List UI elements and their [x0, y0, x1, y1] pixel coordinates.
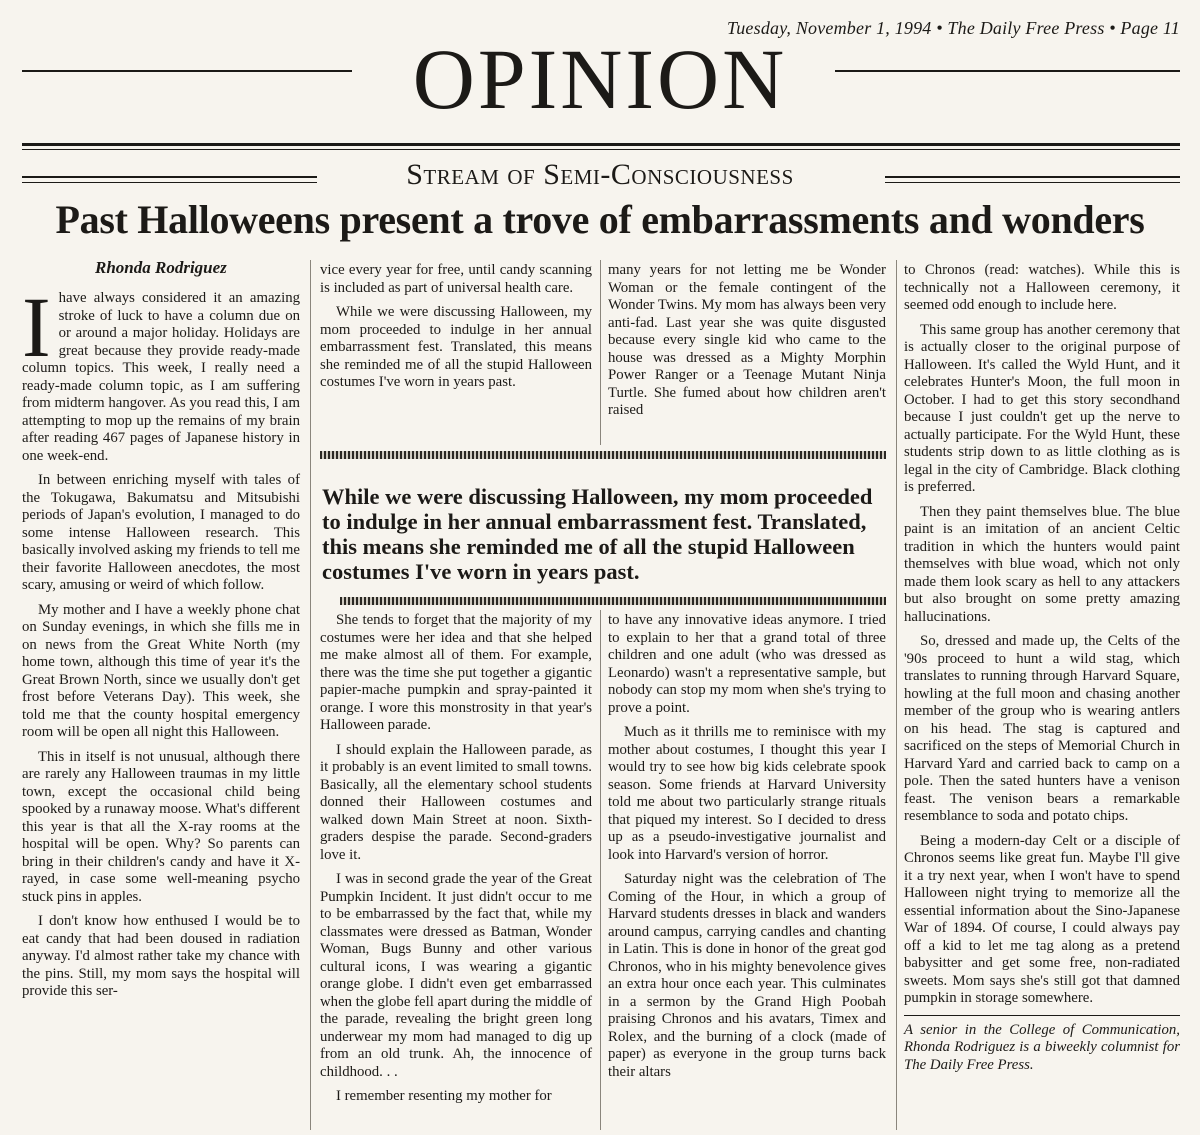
paragraph: I don't know how enthused I would be to eat candy that had been doused in radiation anyway. I'd almost rather take my chance with the pins. Still, my mom says the hospital will provide this ser- — [22, 913, 300, 999]
column-3-top — [608, 262, 886, 427]
header-double-rule-top — [22, 143, 1180, 146]
column-1 — [22, 279, 300, 1008]
paragraph: I was in second grade the year of the Great Pumpkin Incident. It just didn't occur to me to be embarrassed by the fact that, while my classmates were dressed as Batman, Wonder Woman, Bugs Bunny and other various cultural icons, I was wearing a gigantic orange globe. I didn't even get embarrassed when the globe fell apart during the middle of the parade, revealing the bright green long underwear my mom had managed to dig up from an old trunk. Ah, the innocence of childhood. . . — [320, 871, 593, 1080]
pullquote-rule-bottom — [340, 597, 886, 605]
paragraph: My mother and I have a weekly phone chat on Sunday evenings, in which she fills me in on news from the Great White North (my home town, although this time of year it's the Great Brown North, since we usually don't get frost before Veterans Day). This week, she told me that the county hospital emergency room will be open all night this Halloween. — [22, 601, 300, 740]
paragraph: In between enriching myself with tales of the Tokugawa, Bakumatsu and Mitsubishi periods of Japan's evolution, I managed to do some intense Halloween research. This basically involved asking my friends to tell me their favorite Halloween anecdotes, the most scary, amusing or weird of which follow. — [22, 472, 300, 593]
dateline: Tuesday, November 1, 1994 • The Daily Free Press • Page 11 — [727, 18, 1180, 38]
pull-quote: While we were discussing Halloween, my mom proceeded to indulge in her annual embarrassment fest. Translated, this means she reminded me of all the stupid Halloween costumes I've worn in years past. — [322, 484, 873, 584]
column-rule-1 — [310, 260, 311, 1130]
paragraph: I remember resenting my mother for — [336, 1088, 552, 1104]
section-rule-right — [885, 176, 1180, 178]
column-rule-2-top — [600, 260, 601, 445]
column-2-top — [320, 262, 592, 399]
paragraph: to have any innovative ideas anymore. I tried to explain to her that a grand total of three children and one adult (who was dressed as Leonardo) wasn't a representative sample, but nobody can stop my mom when she's trying to prove a point. — [608, 612, 886, 716]
paragraph: So, dressed and made up, the Celts of the '90s proceed to hunt a wild stag, which translates to running through Harvard Square, howling at the full moon and chasing another member of the group who is wearing antlers on his head. The stag is captured and sacrificed on the steps of Memorial Church in Harvard Yard and carried back to camp on a pole. Then the sated hunters have a venison feast. The venison bears a remarkable resemblance to soda and potato chips. — [904, 633, 1180, 824]
paragraph: Being a modern-day Celt or a disciple of Chronos seems like great fun. Maybe I'll give it a try next year, when I won't have to spend Halloween night trying to memorize all the essential information about the Sino-Japanese War of 1894. Of course, I could always pay off a kid to let me tag along as a pretend babysitter and get some free, non-radiated sweets. Mom says she's still got that damned pumpkin in storage somewhere. — [904, 832, 1180, 1006]
paragraph: Ihave always considered it an amazing stroke of luck to have a column due on or around a major holiday. Holidays are great because they provide ready-made column topics. This week, I really need a ready-made column topic, as I am suffering from midterm hangover. As you read this, I am attempting to mop up the remains of my brain after reading 467 pages of Japanese history in one week-end. — [22, 279, 300, 464]
paragraph: many years for not letting me be Wonder Woman or the female contingent of the Wonder Twins. My mom has always been very anti-fad. Last year she was quite disgusted because every single kid who came to the house was dressed as a Mighty Morphin Power Ranger or a Teenage Mutant Ninja Turtle. She fumed about how children aren't raised — [608, 262, 886, 418]
tagline-rule — [904, 1015, 1180, 1016]
column-rule-3 — [896, 260, 897, 1130]
masthead: OPINION — [412, 31, 788, 127]
section-head: Stream of Semi-Consciousness — [406, 158, 794, 191]
paragraph: While we were discussing Halloween, my mom proceeded to indulge in her annual embarrassment fest. Translated, this means she reminded me of all the stupid Halloween costumes I've worn in years past. — [320, 304, 592, 390]
paragraph: Much as it thrills me to reminisce with my mother about costumes, I thought this year I would try to see how big kids celebrate spook season. Some friends at Harvard University told me about two particularly strange rituals that piqued my interest. So I decided to dress up as a pseudo-investigative journalist and look into Harvard's version of horror. — [608, 724, 886, 863]
pullquote-rule-top — [320, 451, 886, 459]
paragraph: Saturday night was the celebration of The Coming of the Hour, in which a group of Harvard students dresses in black and wanders around campus, carrying candles and chanting in Latin. This is done in honor of the great god Chronos, who in his mighty benevolence gives an extra hour once each year. This culminates in a sermon by the Grand High Poobah praising Chronos and his avatars, Timex and Rolex, and the burning of a clock (made of paper) as everyone in the group turns back their altars — [608, 871, 886, 1080]
paragraph: She tends to forget that the majority of my costumes were her idea and that she helped me make almost all of them. For example, there was the time she put together a gigantic papier-mache pumpkin and spray-painted it orange. I wore this monstrosity in that year's Halloween parade. — [320, 612, 592, 733]
header-double-rule-bottom — [22, 149, 1180, 150]
paragraph: I should explain the Halloween parade, as it probably is an event limited to small towns. Basically, all the elementary school students donned their Halloween costumes and walked down Main Street at noon. Sixth-graders despise the parade. Second-graders love it. — [320, 741, 592, 863]
column-3-bottom — [608, 612, 886, 1088]
author-tagline: A senior in the College of Communication, Rhonda Rodriguez is a biweekly columnist for The Daily Free Press. — [904, 1021, 1180, 1073]
drop-cap: I — [22, 279, 51, 375]
column-2-bottom — [320, 612, 592, 1113]
paragraph: to Chronos (read: watches). While this is technically not a Halloween ceremony, it seemed odd enough to include here. — [904, 262, 1180, 313]
headline: Past Halloweens present a trove of embarrassments and wonders — [55, 197, 1145, 242]
paragraph: This same group has another ceremony that is actually closer to the original purpose of Halloween. It's called the Wyld Hunt, and it celebrates Hunter's Moon, the full moon in October. I had to get this story secondhand because I just couldn't get up the nerve to actually participate. For the Wyld Hunt, these students strip down to as little clothing as is legal in the city of Cambridge. Black clothing is preferred. — [904, 321, 1180, 495]
byline: Rhonda Rodriguez — [95, 258, 227, 277]
paragraph: Then they paint themselves blue. The blue paint is an imitation of an ancient Celtic tradition in which the hunters would paint themselves with blue woad, which not only made them look scary as hell to any attackers but also brought on some pretty amazing hallucinations. — [904, 503, 1180, 625]
column-rule-2-bottom — [600, 610, 601, 1130]
column-4 — [904, 262, 1180, 1081]
paragraph: vice every year for free, until candy scanning is included as part of universal health care. — [320, 262, 592, 296]
paragraph: This in itself is not unusual, although there are rarely any Halloween traumas in my little town, except the occasional child being spooked by a runaway moose. What's different this year is that all the X-ray rooms at the hospital will be open. Why? So parents can bring in their children's candy and have it X-rayed, in case some well-meaning psycho stuck pins in apples. — [22, 748, 300, 905]
section-rule-right-thin — [885, 182, 1180, 183]
